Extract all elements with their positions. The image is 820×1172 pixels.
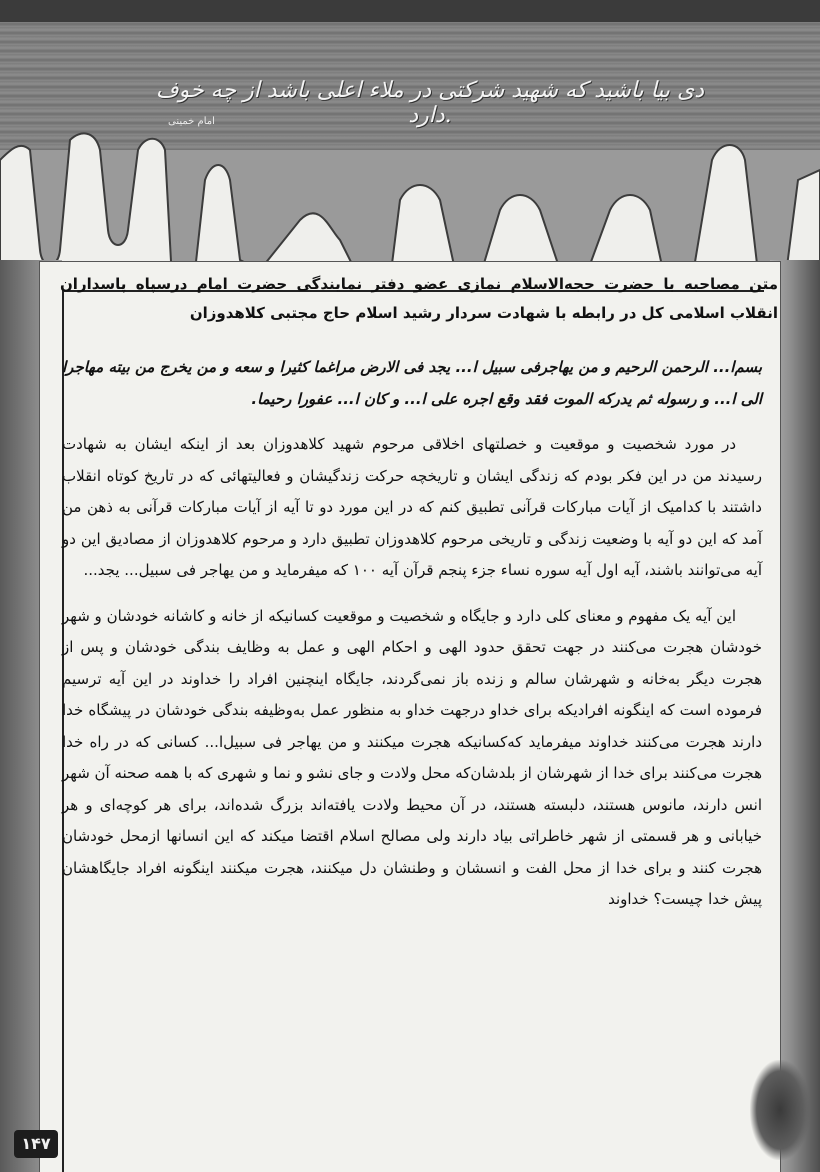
- paragraph-gap: [62, 415, 762, 429]
- quote-attribution: امام خمینی: [168, 116, 215, 127]
- article-title: متن مصاحبه با حضرت حجه‌الاسلام نمازی عضو دفتر نمایندگی حضرت امام درسپاه پاسداران انقلاب اسلامی کل در رابطه با شهادت سردار رشید اسلام حاج مجتبی کلاهدوزان: [60, 275, 778, 322]
- header-quote: دی بیا باشید که شهید شرکتی در ملاء اعلی باشد از چه خوف دارد.: [155, 78, 705, 128]
- paragraph-gap: [62, 587, 762, 601]
- quran-verse: بسم‌ا... الرحمن الرحیم و من یهاجرفی سبیل ا... یجد فی الارض مراغما کثیرا و سعه و من یخرج من بیته مهاجرا الی ا... و رسوله ثم یدرکه الموت فقد وقع اجره علی ا... و کان ا... عفورا رحیما.: [62, 358, 762, 408]
- hand-drawing-decoration: [750, 1060, 810, 1160]
- page-number: ۱۴۷: [14, 1130, 58, 1158]
- paragraph-1: در مورد شخصیت و موقعیت و خصلتهای اخلاقی مرحوم شهید کلاهدوزان بعد از اینکه ایشان به شهادت رسیدند من در این فکر بودم که زندگی ایشان و تاریخچه حرکت زندگیشان و فعالیتهائی که در تاریخ کوتاه انقلاب داشتند با کدامیک از آیات مبارکات قرآنی تطبیق کنم که در این مورد دو تا آیه از آیات مبارکات قرآنی به ذهن من آمد که این دو آیه با وضعیت زندگی و تاریخی مرحوم کلاهدوزان تطبیق دارد و مرحوم کلاهدوزان از مصادیق این دو آیه می‌توانند باشند، آیه اول آیه سوره نساء جزء پنجم قرآن آیه ۱۰۰ که میفرماید و من یهاجر فی سبیل... یجد...: [62, 435, 762, 579]
- article-body: [62, 352, 762, 916]
- top-dark-strip: [0, 0, 820, 22]
- paragraph-2: این آیه یک مفهوم و معنای کلی دارد و جایگاه و شخصیت و موقعیت کسانیکه از خانه و کاشانه خودشان و شهر خودشان هجرت می‌کنند در جهت تحقق حدود الهی و احکام الهی و عمل به وظایف بندگی خودشان و پس از هجرت دیگر به‌خانه و شهرشان سالم و زنده باز نمی‌گردند، جایگاه اینچنین افراد را خداوند در این آیه ترسیم فرموده است که اینگونه افرادیکه برای خداو درجهت خداو به منظور عمل به‌وظیفه بندگی خودشان در پیشگاه خدا دارند هجرت می‌کنند خداوند میفرماید که‌کسانیکه هجرت میکنند و من یهاجر فی سبیل‌ا... کسانی که در راه خدا هجرت می‌کنند برای خدا از شهرشان از بلدشان‌که محل ولادت و جای نشو و نما و شهری که با همه صحنه آن شهر انس دارند، مانوس هستند، دلبسته هستند، در آن محیط ولادت یافته‌اند بزرگ شده‌اند، برای هر کوچه‌ای و هر خیابانی و هر قسمتی از شهر خاطراتی بیاد دارند ولی مصالح اسلام اقتضا میکند که این انسانها ازمحل خودشان هجرت کنند و برای خدا از محل الفت و انسشان و وطنشان دل میکنند، هجرت میکنند اینگونه افراد جایگاهشان پیش خدا چیست؟ خداوند: [62, 606, 762, 908]
